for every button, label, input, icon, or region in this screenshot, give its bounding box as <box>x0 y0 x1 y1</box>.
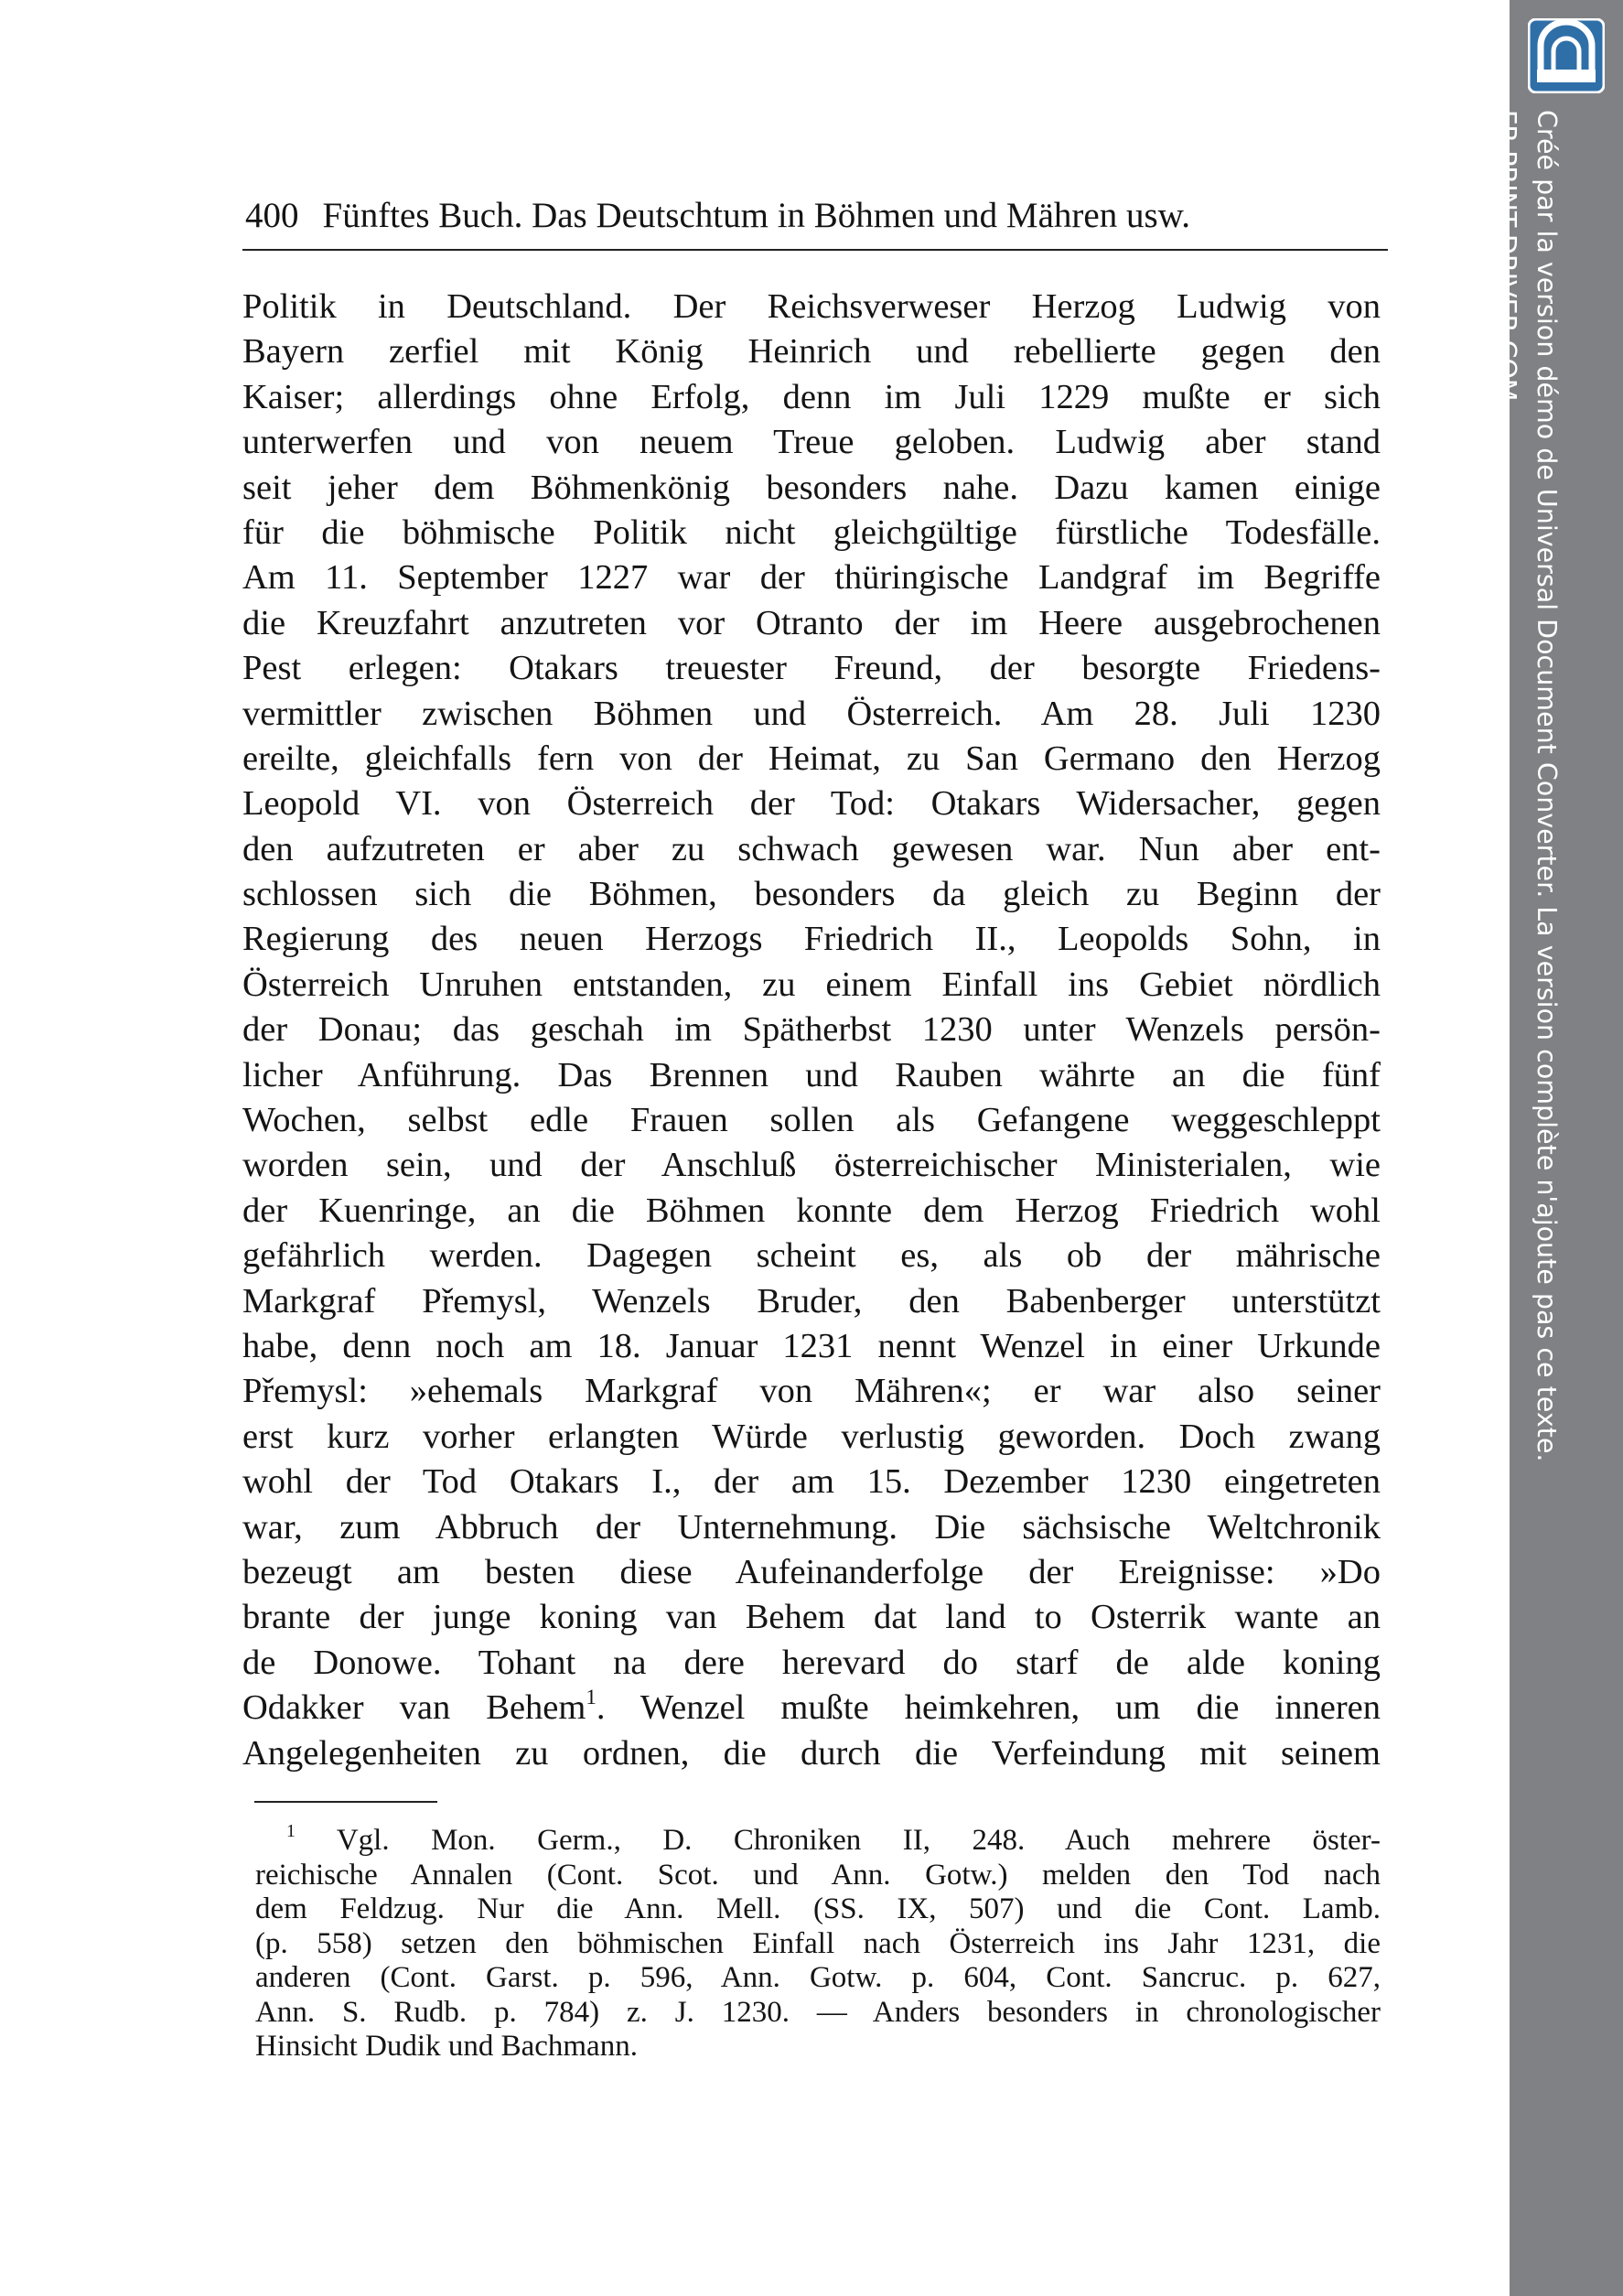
text-line: erst kurz vorher erlangten Würde verlustig geworden. Doch zwang <box>242 1417 1381 1456</box>
running-title: Fünftes Buch. Das Deutschtum in Böhmen und Mähren usw. <box>322 196 1191 235</box>
text-line: Politik in Deutschland. Der Reichsverweser Herzog Ludwig von <box>242 287 1381 326</box>
footnote-line: reichische Annalen (Cont. Scot. und Ann. Gotw.) melden den Tod nach <box>255 1858 1381 1892</box>
text-line: war, zum Abbruch der Unternehmung. Die sächsische Weltchronik <box>242 1507 1381 1547</box>
text-line: Pest erlegen: Otakars treuester Freund, der besorgte Friedens- <box>242 649 1381 688</box>
watermark-line: Créé par la version démo de Universal Document Converter. La version complète n'ajoute pas ce texte. <box>1532 110 1562 1462</box>
body-text <box>242 285 1381 1776</box>
text-line: Přemysl: »ehemals Markgraf von Mähren«; er war also seiner <box>242 1372 1381 1411</box>
text-line: ereilte, gleichfalls fern von der Heimat, zu San Germano den Herzog <box>242 738 1381 778</box>
footnote-line: Ann. S. Rudb. p. 784) z. J. 1230. — Anders besonders in chronologischer <box>255 1995 1381 2029</box>
text-line: Regierung des neuen Herzogs Friedrich II., Leopolds Sohn, in <box>242 920 1381 959</box>
footnote-reference: 1 <box>586 1684 597 1709</box>
text-line: Leopold VI. von Österreich der Tod: Otakars Widersacher, gegen <box>242 784 1381 824</box>
text-line: licher Anführung. Das Brennen und Rauben währte an die fünf <box>242 1055 1381 1094</box>
text-line: für die böhmische Politik nicht gleichgültige fürstliche Todesfälle. <box>242 512 1381 552</box>
text-line: den aufzutreten er aber zu schwach gewesen war. Nun aber ent- <box>242 829 1381 868</box>
text-line: der Donau; das geschah im Spätherbst 1230 unter Wenzels persön- <box>242 1010 1381 1050</box>
watermark-sidebar <box>1491 0 1623 2296</box>
text-line: de Donowe. Tohant na dere herevard do starf de alde koning <box>242 1643 1381 1682</box>
text-line: Markgraf Přemysl, Wenzels Bruder, den Babenberger unterstützt <box>242 1281 1381 1320</box>
text-line: Kaiser; allerdings ohne Erfolg, denn im Juli 1229 mußte er sich <box>242 377 1381 416</box>
page-number: 400 <box>245 196 299 235</box>
text-line: Wochen, selbst edle Frauen sollen als Gefangene weggeschleppt <box>242 1101 1381 1140</box>
footnote-block <box>255 1821 1381 2064</box>
text-line: brante der junge koning van Behem dat land to Osterrik wante an <box>242 1598 1381 1637</box>
watermark-url: FR.PRINT-DRIVER.COM <box>1491 110 1521 402</box>
text-line: schlossen sich die Böhmen, besonders da gleich zu Beginn der <box>242 875 1381 914</box>
header-rule <box>242 249 1388 251</box>
text-segment: . Wenzel mußte heimkehren, um die inneren <box>596 1688 1381 1728</box>
text-line: seit jeher dem Böhmenkönig besonders nahe. Dazu kamen einige <box>242 468 1381 507</box>
watermark-text <box>1486 110 1566 1461</box>
footnote-line: anderen (Cont. Garst. p. 596, Ann. Gotw. p. 604, Cont. Sancruc. p. 627, <box>255 1961 1381 1994</box>
text-line: worden sein, und der Anschluß österreichischer Ministerialen, wie <box>242 1146 1381 1185</box>
text-line: Bayern zerfiel mit König Heinrich und rebellierte gegen den <box>242 332 1381 372</box>
footnote-line: dem Feldzug. Nur die Ann. Mell. (SS. IX, 507) und die Cont. Lamb. <box>255 1892 1381 1925</box>
text-line-with-footnote-ref <box>242 1686 1381 1730</box>
text-line: vermittler zwischen Böhmen und Österreich. Am 28. Juli 1230 <box>242 694 1381 733</box>
footnote-marker: 1 <box>286 1821 296 1842</box>
text-line: der Kuenringe, an die Böhmen konnte dem Herzog Friedrich wohl <box>242 1191 1381 1230</box>
footnote-line <box>255 1821 1381 1859</box>
footnote-line: (p. 558) setzen den böhmischen Einfall nach Österreich ins Jahr 1231, die <box>255 1926 1381 1960</box>
footnote-line: Hinsicht Dudik und Bachmann. <box>255 2030 638 2063</box>
footnote-text: Vgl. Mon. Germ., D. Chroniken II, 248. Auch mehrere öster- <box>336 1824 1381 1857</box>
text-line: unterwerfen und von neuem Treue geloben. Ludwig aber stand <box>242 423 1381 462</box>
footnote-rule <box>254 1801 437 1803</box>
text-line: wohl der Tod Otakars I., der am 15. Dezember 1230 eingetreten <box>242 1462 1381 1502</box>
running-head <box>245 194 1385 238</box>
printer-logo-icon <box>1528 18 1605 93</box>
text-line: Am 11. September 1227 war der thüringische Landgraf im Begriffe <box>242 558 1381 598</box>
text-line: gefährlich werden. Dagegen scheint es, als ob der mährische <box>242 1236 1381 1276</box>
text-line: habe, denn noch am 18. Januar 1231 nennt Wenzel in einer Urkunde <box>242 1326 1381 1365</box>
text-line: bezeugt am besten diese Aufeinanderfolge der Ereignisse: »Do <box>242 1552 1381 1591</box>
text-segment: Odakker van Behem <box>242 1688 586 1728</box>
text-line: Angelegenheiten zu ordnen, die durch die Verfeindung mit seinem <box>242 1733 1381 1773</box>
text-line: Österreich Unruhen entstanden, zu einem Einfall ins Gebiet nördlich <box>242 965 1381 1004</box>
text-line: die Kreuzfahrt anzutreten vor Otranto der im Heere ausgebrochenen <box>242 603 1381 642</box>
